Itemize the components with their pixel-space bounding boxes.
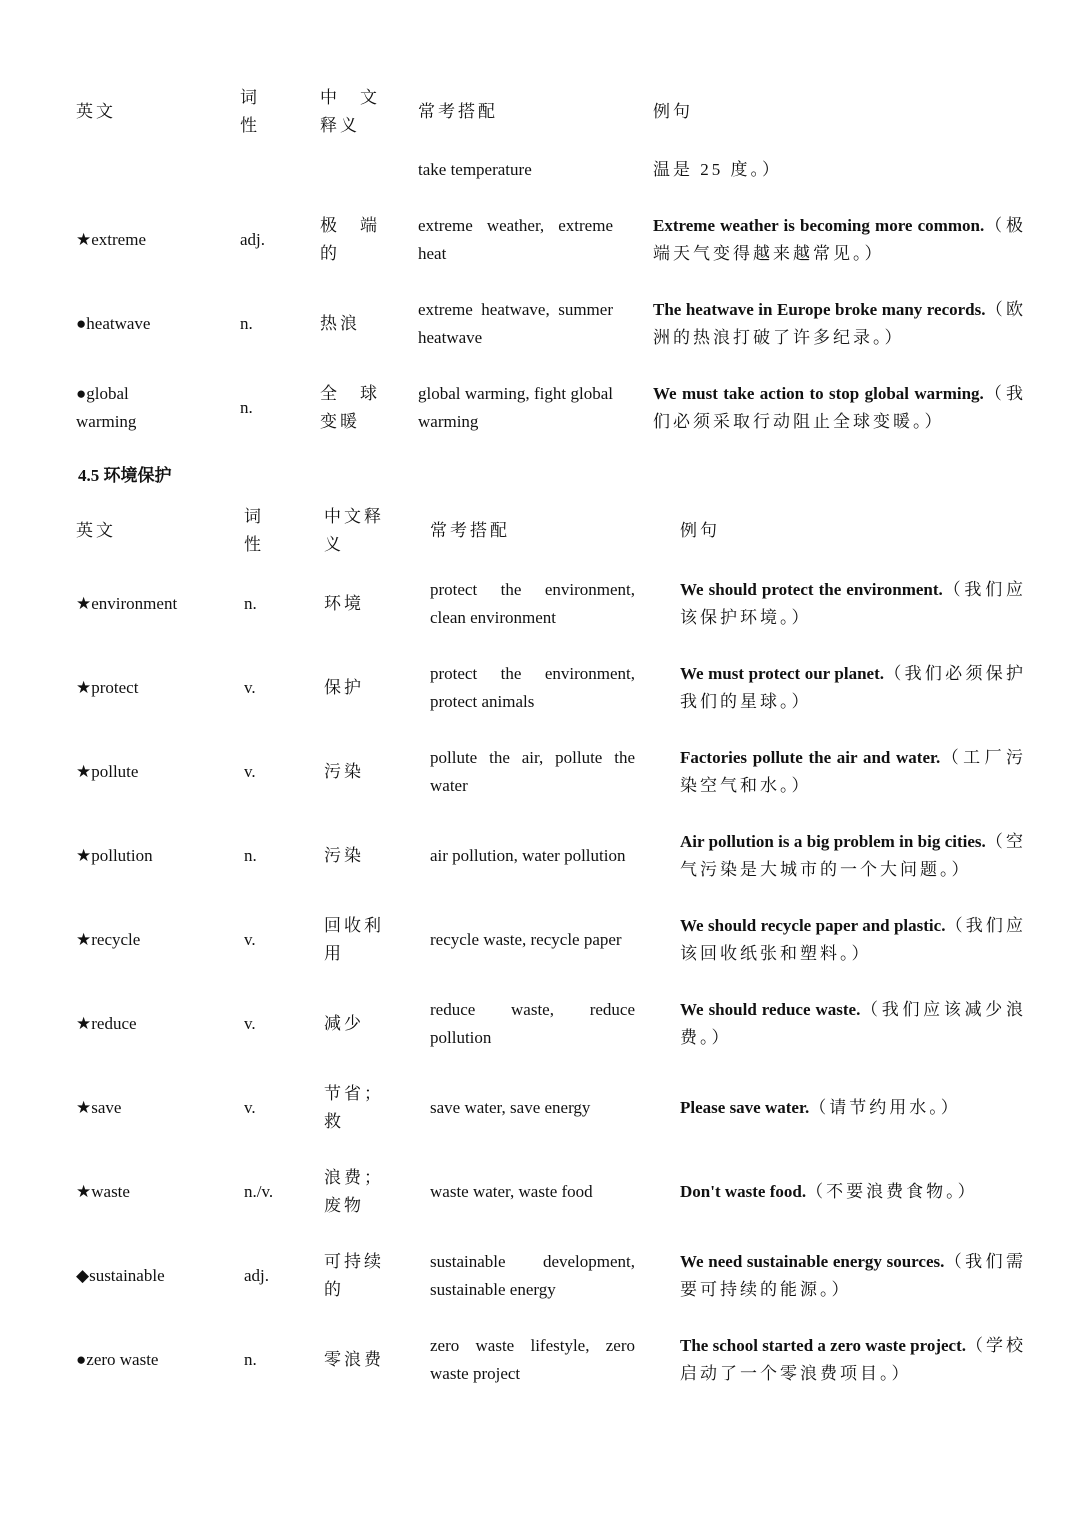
collocation-cell: zero waste lifestyle, zero waste project: [430, 1336, 635, 1383]
table-row: [76, 1318, 1026, 1402]
table-row: [76, 1150, 1026, 1234]
table-header-row: [76, 500, 1026, 562]
pos-cell: v.: [244, 1014, 256, 1033]
word-cell: ★reduce: [76, 1014, 137, 1033]
word-cell: ●global warming: [76, 384, 137, 431]
header-english: 英文: [76, 521, 116, 540]
pos-cell: adj.: [240, 230, 266, 249]
vocab-table-weather: [76, 82, 1026, 450]
example-cell: We need sustainable energy sources.（我们需要可持续的能源。）: [680, 1252, 1026, 1299]
header-collocation: 常考搭配: [430, 521, 510, 540]
meaning-cell: 节省； 救: [324, 1084, 384, 1131]
collocation-cell: protect the environment, clean environment: [430, 580, 635, 627]
collocation-cell: extreme weather, extreme heat: [418, 216, 613, 263]
example-cell: We must take action to stop global warming.（我们必须采取行动阻止全球变暖。）: [653, 384, 1027, 431]
word-cell: ●heatwave: [76, 314, 151, 333]
pos-cell: n.: [244, 1350, 257, 1369]
pos-cell: v.: [244, 930, 256, 949]
collocation-cell: protect the environment, protect animals: [430, 664, 635, 711]
header-pos: 词 性: [240, 88, 260, 135]
pos-cell: n./v.: [244, 1182, 274, 1201]
word-cell: ★waste: [76, 1182, 130, 1201]
pos-cell: n.: [244, 846, 257, 865]
collocation-cell: recycle waste, recycle paper: [430, 930, 622, 949]
collocation-cell: waste water, waste food: [430, 1182, 593, 1201]
meaning-cell: 保护: [324, 678, 364, 697]
example-cell: Please save water.（请节约用水。）: [680, 1098, 961, 1117]
example-cell: Factories pollute the air and water.（工厂污染空气和水。）: [680, 748, 1027, 795]
collocation-cell: extreme heatwave, summer heatwave: [418, 300, 613, 347]
example-cell: Air pollution is a big problem in big cities.（空气污染是大城市的一个大问题。）: [680, 832, 1027, 879]
collocation-cell: reduce waste, reduce pollution: [430, 1000, 635, 1047]
word-cell: ★pollution: [76, 846, 153, 865]
meaning-cell: 可持续 的: [324, 1252, 384, 1299]
table-row: [76, 562, 1026, 646]
table-row: [76, 730, 1026, 814]
meaning-cell: 浪费； 废物: [324, 1168, 384, 1215]
header-meaning: 中 文 释义: [320, 88, 380, 135]
meaning-cell: 环境: [324, 594, 364, 613]
table-header-row: [76, 82, 1026, 142]
pos-cell: n.: [240, 314, 253, 333]
header-english: 英文: [76, 102, 116, 121]
collocation-cell: air pollution, water pollution: [430, 846, 626, 865]
word-cell: ◆sustainable: [76, 1266, 165, 1285]
meaning-cell: 全 球 变暖: [320, 384, 380, 431]
meaning-cell: 热浪: [320, 314, 360, 333]
example-cell: 温是 25 度。）: [653, 160, 782, 179]
word-cell: ★pollute: [76, 762, 139, 781]
example-cell: We must protect our planet.（我们必须保护我们的星球。）: [680, 664, 1027, 711]
example-cell: The heatwave in Europe broke many records.（欧洲的热浪打破了许多纪录。）: [653, 300, 1026, 347]
word-cell: ★protect: [76, 678, 139, 697]
word-cell: ★extreme: [76, 230, 146, 249]
header-meaning: 中文释 义: [324, 507, 384, 554]
table-row: [76, 814, 1026, 898]
meaning-cell: 减少: [324, 1014, 364, 1033]
header-example: 例句: [680, 521, 720, 540]
meaning-cell: 极 端 的: [320, 216, 380, 263]
pos-cell: v.: [244, 678, 256, 697]
pos-cell: v.: [244, 1098, 256, 1117]
header-example: 例句: [653, 102, 693, 121]
table-row-continuation: [76, 142, 1026, 198]
collocation-cell: take temperature: [418, 160, 532, 179]
collocation-cell: sustainable development, sustainable energy: [430, 1252, 635, 1299]
word-cell: ★environment: [76, 594, 178, 613]
example-cell: Don't waste food.（不要浪费食物。）: [680, 1182, 978, 1201]
meaning-cell: 污染: [324, 762, 364, 781]
collocation-cell: save water, save energy: [430, 1098, 591, 1117]
table-row: [76, 366, 1026, 450]
example-cell: We should protect the environment.（我们应该保护环境。）: [680, 580, 1026, 627]
pos-cell: adj.: [244, 1266, 270, 1285]
table-row: [76, 1066, 1026, 1150]
word-cell: ★save: [76, 1098, 122, 1117]
pos-cell: v.: [244, 762, 256, 781]
pos-cell: n.: [244, 594, 257, 613]
vocab-table-environment: [76, 500, 1026, 1402]
word-cell: ●zero waste: [76, 1350, 159, 1369]
table-row: [76, 198, 1026, 282]
meaning-cell: 污染: [324, 846, 364, 865]
collocation-cell: pollute the air, pollute the water: [430, 748, 635, 795]
header-collocation: 常考搭配: [418, 102, 498, 121]
example-cell: The school started a zero waste project.（学校启动了一个零浪费项目。）: [680, 1336, 1026, 1383]
table-row: [76, 982, 1026, 1066]
pos-cell: n.: [240, 398, 253, 417]
table-row: [76, 646, 1026, 730]
collocation-cell: global warming, fight global warming: [418, 384, 613, 431]
example-cell: Extreme weather is becoming more common.（极端天气变得越来越常见。）: [653, 216, 1027, 263]
meaning-cell: 回收利 用: [324, 916, 384, 963]
word-cell: ★recycle: [76, 930, 141, 949]
section-title: 4.5 环境保护: [78, 466, 172, 485]
header-pos: 词 性: [244, 507, 264, 554]
meaning-cell: 零浪费: [324, 1350, 384, 1369]
table-row: [76, 1234, 1026, 1318]
example-cell: We should reduce waste.（我们应该减少浪费。）: [680, 1000, 1026, 1047]
table-row: [76, 898, 1026, 982]
example-cell: We should recycle paper and plastic.（我们应该回收纸张和塑料。）: [680, 916, 1027, 963]
table-row: [76, 282, 1026, 366]
